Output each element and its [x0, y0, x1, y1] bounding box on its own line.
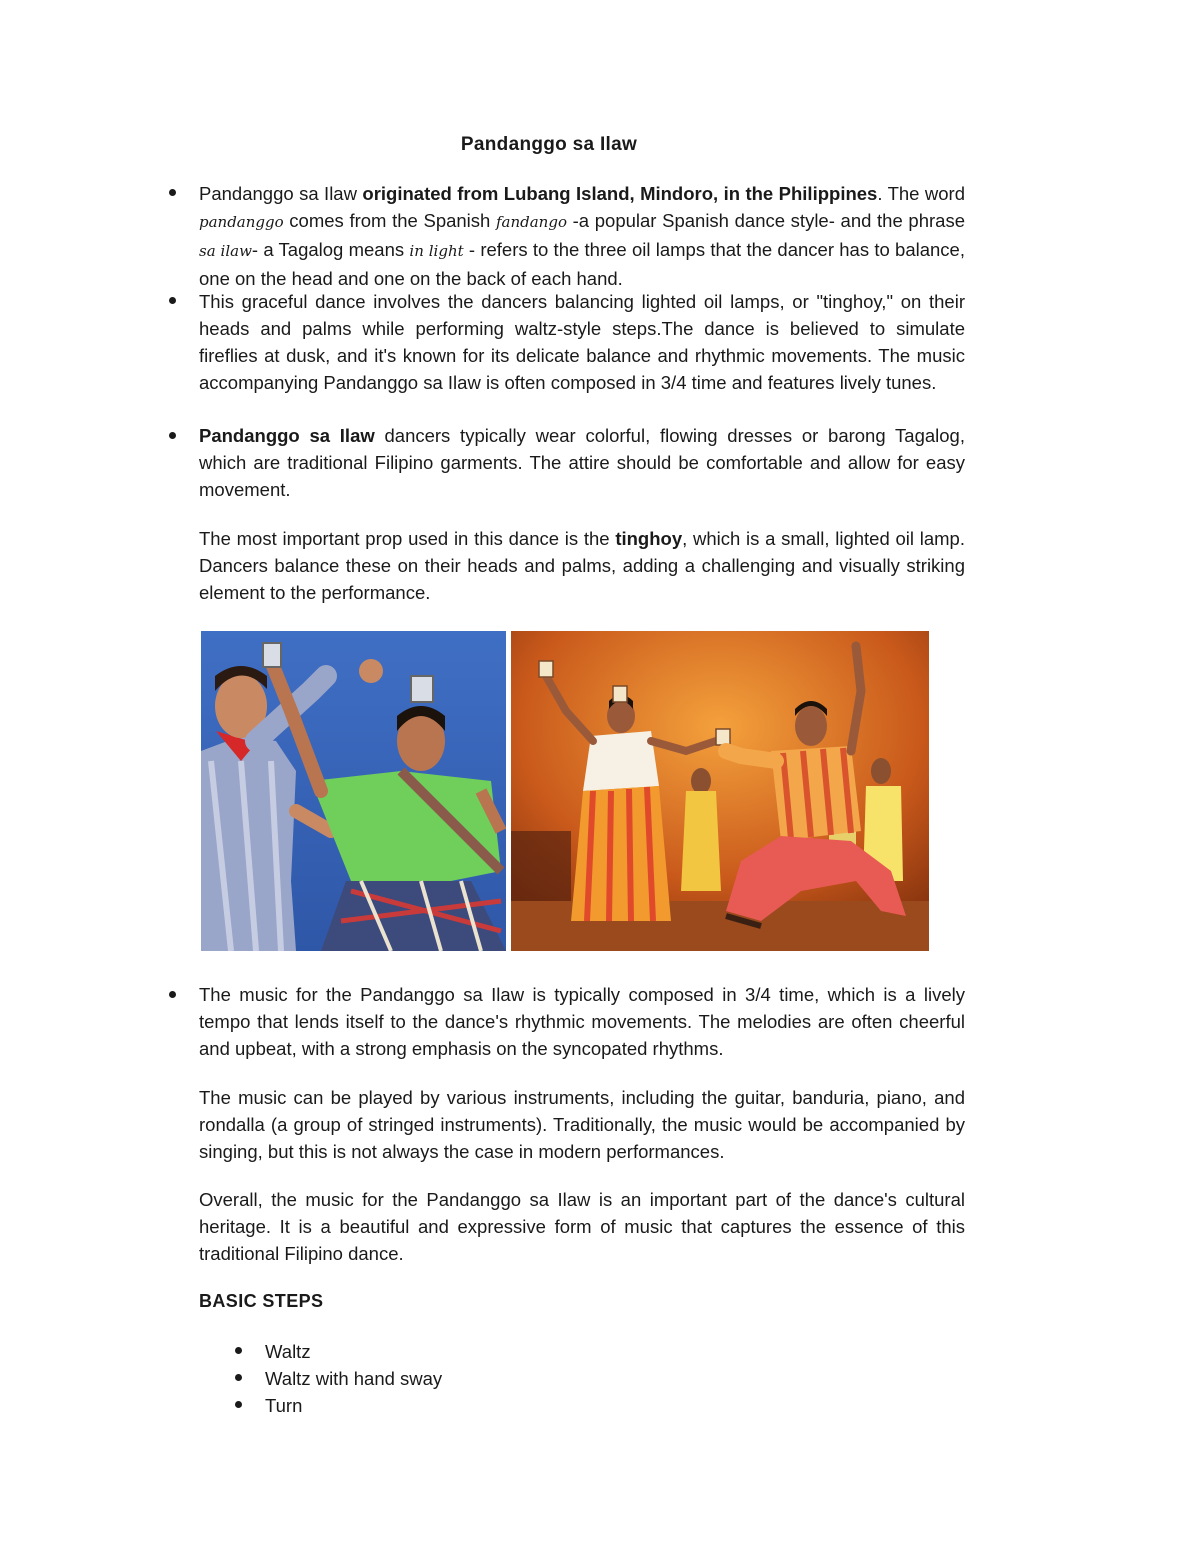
page-title: Pandanggo sa Ilaw [460, 134, 638, 155]
bullet-dot [169, 991, 176, 998]
term-fandango: fandango [495, 213, 567, 231]
bullet-dot [235, 1374, 242, 1381]
bullet-dot [169, 189, 176, 196]
bullet-origin-paragraph: Pandanggo sa Ilaw originated from Lubang Island, Mindoro, in the Philippines. The word pandanggo comes from the Spanish fandango -a popular Spanish dance style- and the phrase sa ilaw- a Tagalog means in light - refers to the three oil lamps that the dancer has to balance, one on the head and one on the back of each hand. [199, 183, 965, 289]
step-item: Turn [265, 1395, 303, 1416]
term-pandanggo: pandanggo [199, 213, 284, 231]
bullet-attire-paragraph: Pandanggo sa Ilaw dancers typically wear colorful, flowing dresses or barong Tagalog, which are traditional Filipino garments. The attire should be comfortable and allow for easy movement. [199, 425, 965, 500]
bullet-dot [169, 432, 176, 439]
dancers-photo-stage [511, 631, 929, 951]
bullet-dot [235, 1347, 242, 1354]
tinghoy-bold: tinghoy [615, 528, 683, 549]
bullet-music-paragraph: The music for the Pandanggo sa Ilaw is typically composed in 3/4 time, which is a lively tempo that lends itself to the dance's rhythmic movements. The melodies are often cheerful and upbeat, with a strong emphasis on the syncopated rhythms. [199, 984, 965, 1059]
step-item: Waltz with hand sway [265, 1368, 443, 1389]
term-sa-ilaw: sa ilaw [199, 242, 252, 260]
bullet-dot [235, 1401, 242, 1408]
term-in-light: in light [409, 242, 464, 260]
bullet-description-paragraph: This graceful dance involves the dancers balancing lighted oil lamps, or "tinghoy," on their heads and palms while performing waltz-style steps.The dance is believed to simulate fireflies at dusk, and it's known for its delicate balance and rhythmic movements. The music accompanying Pandanggo sa Ilaw is often composed in 3/4 time and features lively tunes. [199, 291, 965, 393]
origin-bold: originated from Lubang Island, Mindoro, in the Philippines [362, 183, 878, 204]
step-item: Waltz [265, 1341, 311, 1362]
music-overall-paragraph: Overall, the music for the Pandanggo sa Ilaw is an important part of the dance's cultural heritage. It is a beautiful and expressive form of music that captures the essence of this traditional Filipino dance. [199, 1189, 965, 1264]
bullet-dot [169, 297, 176, 304]
prop-paragraph: The most important prop used in this dance is the tinghoy, which is a small, lighted oil lamp. Dancers balance these on their heads and palms, adding a challenging and visually striking element to the performance. [199, 528, 965, 603]
dancers-photo-blue [201, 631, 506, 951]
music-instruments-paragraph: The music can be played by various instruments, including the guitar, banduria, piano, and rondalla (a group of stringed instruments). Traditionally, the music would be accompanied by singing, but this is not always the case in modern performances. [199, 1087, 965, 1162]
basic-steps-heading: BASIC STEPS [199, 1291, 324, 1311]
